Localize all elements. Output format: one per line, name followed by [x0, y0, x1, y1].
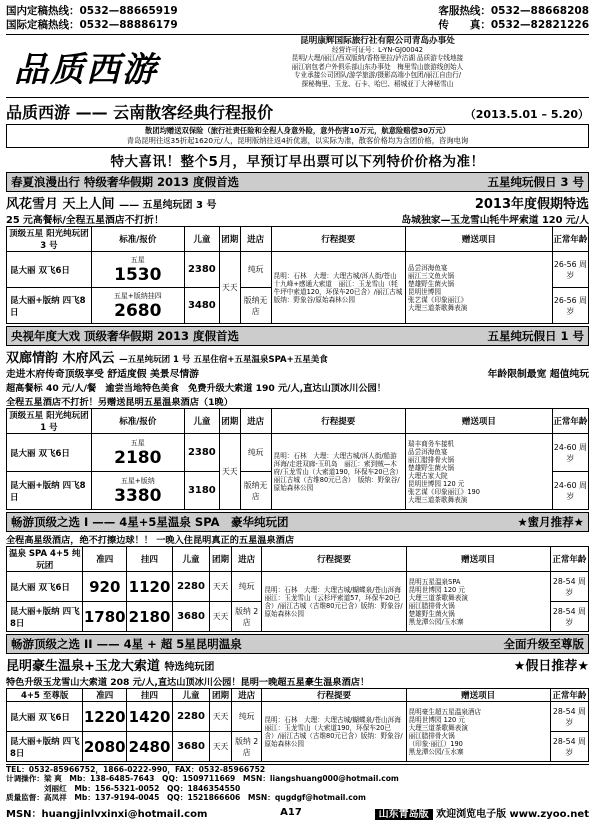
brand-line: 昆明/大理/丽江/西双版纳/香格里拉/泸沽湖 品质游专线地接 [291, 54, 464, 63]
section-subtitle2 [6, 212, 589, 226]
hotline-bar [6, 4, 589, 32]
gift-item: 昆明世博园 120 元 [408, 585, 465, 594]
subtitle-mid: 特选纯玩团 [164, 662, 215, 673]
route-name: 昆大丽 双飞6日 [7, 434, 92, 472]
itinerary: 昆明：石林 大理：大理古城/蝴蝶泉/苍山洱海 丽江：玉龙雪山（云杉坪索道57，环保车20已含）/丽江古城（古维80元已含）版纳：野象谷/原始森林公园 [262, 572, 406, 632]
col-header: 行程提要 [271, 227, 405, 252]
col-header: 标准/报价 [91, 227, 184, 252]
gift-item: 丽江三文鱼火锅 [407, 271, 455, 280]
subtitle2-left: 走进木府传奇顶级享受 舒适度假 美景尽情游 [6, 369, 199, 380]
col-header: 儿童 [184, 409, 219, 434]
gift-item: 大理三道茶歌舞表演 [407, 495, 468, 504]
footer-line: 计调操作：梁 爽 Mb：138-6485-7643 QQ：1509711669 MSN：liangshuang000@hotmail.com [6, 774, 399, 784]
col-header: 准四 [83, 689, 127, 702]
price-cell [91, 472, 184, 510]
gift-item: 大理三道茶歌舞表演 [407, 303, 468, 312]
subtitle2-right: 年龄限制最宽 超值纯玩 [487, 369, 589, 380]
price-label: 五星+版纳 [120, 476, 155, 485]
service-hotline: 客服热线：0532—88668208 [438, 5, 589, 17]
price-table [6, 688, 589, 762]
gift-item: 昆明五星温泉SPA [408, 577, 461, 586]
section-header-right: ★蜜月推荐★ [517, 515, 584, 529]
age-range: 28-54 周岁 [550, 732, 588, 762]
section-header [6, 326, 589, 346]
child-price: 3680 [172, 602, 209, 632]
col-header: 标准/报价 [91, 409, 184, 434]
col-header: 团期 [210, 689, 232, 702]
child-price: 2280 [172, 702, 209, 732]
gift-item: 丽江腊排骨火锅 [408, 731, 455, 740]
col-header: 团期 [219, 227, 240, 252]
section-header-left: 央视年度大戏 顶级奢华假期 2013 度假首选 [11, 329, 240, 343]
subtitle-left: 双廊情韵 木府风云 [6, 351, 115, 366]
gift-list [406, 572, 550, 632]
contact-footer [6, 764, 589, 803]
col-header: 温泉 SPA 4+5 纯玩团 [7, 547, 83, 572]
table-row [7, 252, 589, 288]
section-note: 全程五星酒店不打折！另赠送昆明五星温泉酒店（1晚） [6, 397, 233, 408]
price-standard: 920 [83, 572, 127, 602]
section-header-right: 五星纯玩假日 1 号 [487, 329, 584, 343]
col-header: 挂四 [127, 547, 173, 572]
tour-period: 天天 [219, 434, 240, 510]
brand-header [6, 34, 589, 98]
section-header-left: 畅游顶级之选 I —— 4星+5星温泉 SPA 豪华纯玩团 [11, 515, 289, 529]
section-header [6, 634, 589, 654]
section-subtitle [6, 347, 589, 366]
shop-info: 纯玩 [240, 252, 271, 288]
gift-item: 大理三道茶歌舞表演 [408, 723, 468, 732]
child-price: 3180 [184, 472, 219, 510]
col-header: 正常年龄 [550, 689, 588, 702]
col-header: 行程提要 [262, 547, 406, 572]
subtitle-mid: —— 五星纯玩团 3 号 [119, 200, 217, 211]
brand-line: 专业承接公司团队/游学旅游/摄影高端小包团/丽江自由行/ [293, 71, 462, 80]
col-header: 顶级五星 阳光纯玩团 3 号 [7, 227, 92, 252]
notice-line: 散团均赠送双保险（旅行社责任险和全程人身意外险，意外伤害10万元，航意险赔偿30万元） [145, 126, 450, 135]
route-name: 昆大丽+版纳 四飞8日 [7, 288, 92, 324]
col-header: 儿童 [172, 689, 209, 702]
col-header: 进店 [240, 227, 271, 252]
price-premium: 1420 [127, 702, 173, 732]
gift-list [405, 252, 552, 324]
col-header: 准四 [83, 547, 127, 572]
gift-item: 昆明世博园 120 元 [408, 715, 465, 724]
gift-item: （印象·丽江）190 [408, 739, 463, 748]
title-dates: （2013.5.01 – 5.20） [464, 108, 589, 121]
col-header: 正常年龄 [552, 227, 588, 252]
itinerary: 昆明：石林 大理：大理古城/洱人街/船游洱海/走进双廊-玉玑岛 丽江：索到贼—木府/玉龙雪山（大索道190，环保车20已含）丽江古城（古维80元已含） 版纳：野象谷/原始森林公园 [271, 434, 405, 510]
price-cell [91, 288, 184, 324]
price-table [6, 546, 589, 632]
subtitle2-right: 岛城独家—玉龙雪山牦牛坪索道 120 元/人 [401, 215, 589, 226]
col-header: 赠送项目 [405, 227, 552, 252]
footer-line: TEL：0532-85966752，1866-0222-990，FAX：0532-85966752 [6, 765, 266, 774]
gift-item: 楚雄野生菌火锅 [408, 609, 455, 618]
age-range: 24-60 周岁 [552, 434, 588, 472]
price-premium: 2480 [127, 732, 173, 762]
brand-line: 丽江宿包者户外俱乐部山东办事处 梅里雪山旅游线创始人 [291, 62, 464, 71]
subtitle2-left: 25 元高餐标/全程五星酒店不打折！ [6, 215, 164, 226]
table-row [7, 572, 589, 602]
price: 2680 [114, 300, 162, 321]
price: 1530 [114, 264, 162, 285]
footer-line: 刘丽红 Mb：156-5321-0052 QQ：1846354550 [6, 783, 241, 793]
gift-item: 大理三道茶歌舞表演 [408, 593, 468, 602]
child-price: 2380 [184, 252, 219, 288]
col-header: 进店 [231, 689, 262, 702]
shop-info: 版纳 2店 [231, 732, 262, 762]
footer-line: 质量监督：高凤祥 Mb：137-9194-0045 QQ：1521866606 MSN：qugdgf@hotmail.com [6, 793, 366, 803]
footer-bottom [6, 805, 589, 820]
section-header [6, 512, 589, 532]
itinerary: 昆明：石林 大理：大理古城/洱人街/苍山十九峰+感通大索道 丽江：玉龙雪山（牦牛坪中索道120，环保车20已含）/丽江古城 版纳：野象谷/原始森林公园 [271, 252, 405, 324]
section-header-right: 全面升级至尊版 [503, 637, 584, 651]
subtitle-right: ★假日推荐★ [513, 659, 589, 674]
company-name: 昆明康辉国际旅行社有限公司青岛办事处 [300, 36, 455, 46]
insurance-notice [6, 124, 589, 148]
price-cell [91, 434, 184, 472]
route-name: 昆大丽 双飞6日 [7, 702, 83, 732]
gift-list [406, 702, 550, 762]
tour-period: 天天 [210, 732, 232, 762]
route-name: 昆大丽+版纳 四飞8日 [7, 732, 83, 762]
tour-period: 天天 [210, 702, 232, 732]
col-header: 进店 [231, 547, 262, 572]
col-header: 行程提要 [271, 409, 405, 434]
shop-info: 纯玩 [231, 572, 262, 602]
shop-info: 纯玩 [231, 702, 262, 732]
child-price: 2380 [184, 434, 219, 472]
col-header: 正常年龄 [552, 409, 588, 434]
col-header: 儿童 [184, 227, 219, 252]
page-number: A17 [280, 806, 302, 818]
col-header: 4+5 至尊版 [7, 689, 83, 702]
section-subtitle [6, 655, 589, 674]
shop-info: 版纳 2店 [231, 602, 262, 632]
price-standard: 2080 [83, 732, 127, 762]
shop-info: 纯玩 [240, 434, 271, 472]
price-standard: 1220 [83, 702, 127, 732]
subtitle-left: 昆明豪生温泉+玉龙大索道 [6, 659, 160, 674]
tour-period: 天天 [219, 252, 240, 324]
age-range: 28-54 周岁 [550, 602, 588, 632]
notice-line: 青岛昆明往返35折起1620元/人，昆明版纳往返4折优惠，以实际为准，散客价格均为含团价格，咨询电询 [126, 136, 469, 145]
msn-contact: MSN：huangjinlvxinxi@hotmail.com [6, 808, 208, 820]
col-header: 正常年龄 [550, 547, 588, 572]
subtitle-left: 风花雪月 天上人间 [6, 197, 115, 212]
subtitle-mid: —五星纯玩团 1 号 五星住宿+五星温泉SPA+五星美食 [119, 355, 328, 365]
price-standard: 1780 [83, 602, 127, 632]
section-subtitle [6, 193, 589, 212]
price-premium: 1120 [127, 572, 173, 602]
subtitle-right: 2013年度假期特选 [474, 197, 589, 212]
website-link[interactable]: 欢迎浏览电子版 www.zyoo.net [436, 808, 589, 820]
age-range: 26-56 周岁 [552, 252, 588, 288]
tour-period: 天天 [210, 572, 232, 602]
gift-item: 张艺谋《印象丽江》 [407, 295, 468, 304]
age-range: 28-54 周岁 [550, 572, 588, 602]
price-label: 五星+版纳挂四 [113, 291, 162, 300]
price: 3380 [114, 485, 162, 506]
price-label: 五星 [130, 438, 145, 447]
route-name: 昆大丽 双飞6日 [7, 252, 92, 288]
col-header: 儿童 [172, 547, 209, 572]
license-number: 经营许可证号：L-YN-GJ00042 [332, 45, 423, 54]
promo-banner: 特大喜讯！整个5月，早预订早出票可以下列特价价格为准！ [110, 154, 485, 170]
gift-item: 丽江腊排骨火锅 [407, 455, 455, 464]
brand-logo: 品质西游 [14, 49, 158, 90]
route-name: 昆大丽+版纳 四飞8日 [7, 602, 83, 632]
col-header: 赠送项目 [406, 689, 550, 702]
col-header: 进店 [240, 409, 271, 434]
age-range: 24-60 周岁 [552, 472, 588, 510]
gift-item: 楚雄野生菌火锅 [407, 463, 455, 472]
section-subtitle2 [6, 366, 589, 380]
gift-item: 瑞丰商务车接机 [407, 439, 455, 448]
route-name: 昆大丽+版纳 四飞8日 [7, 472, 92, 510]
brand-info [166, 35, 589, 97]
gift-list [405, 434, 552, 510]
section-note: 超高餐标 40 元/人/餐 逾尝当地特色美食 免费升级大索道 190 元/人,直达山顶冰川公园！ [6, 383, 386, 394]
gift-item: 昆明世博园 [407, 287, 441, 296]
child-price: 3480 [184, 288, 219, 324]
gift-item: 黑龙潭公园/玉水寨 [408, 747, 464, 756]
fax-number: 传 真：0532—82821226 [438, 19, 589, 31]
col-header: 顶级五星 阳光纯玩团 1 号 [7, 409, 92, 434]
price-label: 五星 [130, 255, 145, 264]
gift-item: 昆明世博园 120 元 [407, 479, 465, 488]
section-note: 全程高星级酒店，绝不打擦边球！！ 一晚入住昆明真正的五星温泉酒店 [6, 535, 295, 546]
route-name: 昆大丽 双飞6日 [7, 572, 83, 602]
child-price: 3680 [172, 732, 209, 762]
gift-item: 昆明豪生超五星温泉酒店 [408, 707, 482, 716]
gift-item: 黑龙潭公园/玉水寨 [408, 617, 464, 626]
child-price: 2280 [172, 572, 209, 602]
col-header: 行程提要 [262, 689, 406, 702]
section-header-right: 五星纯玩假日 3 号 [487, 175, 584, 189]
price-cell [91, 252, 184, 288]
col-header: 团期 [210, 547, 232, 572]
gift-item: 品尝洱海鱼宴 [407, 263, 448, 272]
price-premium: 2180 [127, 602, 173, 632]
age-range: 28-54 周岁 [550, 702, 588, 732]
table-row [7, 702, 589, 732]
table-row [7, 434, 589, 472]
gift-item: 品尝洱海鱼宴 [407, 447, 448, 456]
section-note: 特色升级玉龙雪山大索道 208 元/人,直达山顶冰川公园！昆明一晚超五星豪生温泉酒店！ [6, 677, 370, 688]
international-hotline: 国际定稿热线：0532—88886179 [6, 19, 178, 31]
col-header: 赠送项目 [406, 547, 550, 572]
page-title [6, 100, 589, 123]
age-range: 26-56 周岁 [552, 288, 588, 324]
section-header-left: 畅游顶级之选 II —— 4星 + 超 5星昆明温泉 [11, 637, 242, 651]
brand-line: 探秘梅里、玉龙、石卡、哈巴、稻城亚丁大神秘雪山 [301, 79, 454, 88]
price: 2180 [114, 447, 162, 468]
domestic-hotline: 国内定稿热线：0532—88665919 [6, 5, 178, 17]
title-main: 品质西游 —— 云南散客经典行程报价 [6, 103, 274, 122]
price-table [6, 408, 589, 510]
col-header: 挂四 [127, 689, 173, 702]
section-header-left: 春夏浪漫出行 特级奢华假期 2013 度假首选 [11, 175, 240, 189]
itinerary: 昆明：石林 大理：大理古城/蝴蝶泉/苍山洱海 丽江：玉龙雪山（大索道190，环保车20已含）/丽江古城（古维80元已含）版纳：野象谷/原始森林公园 [262, 702, 406, 762]
shop-info: 版纳无店 [240, 472, 271, 510]
gift-item: 张艺谋《印象丽江》190 [407, 487, 480, 496]
section-header [6, 172, 589, 192]
col-header: 赠送项目 [405, 409, 552, 434]
col-header: 团期 [219, 409, 240, 434]
shop-info: 版纳无店 [240, 288, 271, 324]
gift-item: 大理古家大院 [407, 471, 448, 480]
gift-item: 丽江腊排骨火锅 [408, 601, 455, 610]
tour-period: 天天 [210, 602, 232, 632]
press-label: 山东青岛版 [375, 809, 433, 820]
price-table [6, 226, 589, 324]
gift-item: 楚雄野生菌火锅 [407, 279, 455, 288]
